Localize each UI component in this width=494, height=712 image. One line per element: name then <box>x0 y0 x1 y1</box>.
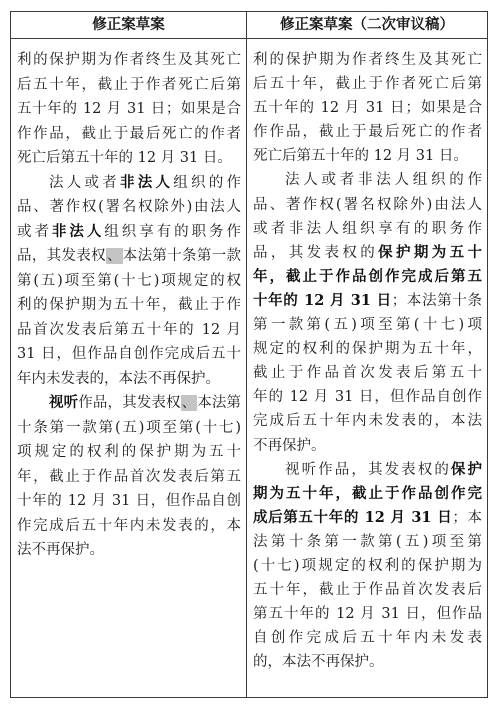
text-segment: 法人或者非法人组织的作 <box>285 172 482 189</box>
text-segment: 本法第 <box>197 395 241 411</box>
text-line <box>17 195 241 220</box>
text-segment: 组织享有的职务作 <box>104 223 241 240</box>
text-line <box>253 506 482 530</box>
paragraph-legal-person-works <box>17 171 241 392</box>
text-line <box>17 465 241 490</box>
text-line <box>253 482 482 506</box>
text-segment: 五十年的 12 月 31 日；如果是合 <box>17 101 241 117</box>
text-segment: 作完成后五十年内未发表的，本 <box>17 517 241 534</box>
text-segment: 品，其发表权 <box>17 248 106 264</box>
text-segment: ；本法第十条 <box>391 292 482 309</box>
text-segment: 法人或者 <box>49 174 120 191</box>
text-line <box>17 367 241 392</box>
text-segment: 完成后五十年内未发表的，本法 <box>253 413 482 430</box>
bold-amendment-text: 成后第五十年的 12 月 31 日 <box>253 508 453 526</box>
text-segment: 利的保护期为作者终生及其死亡 <box>17 52 241 68</box>
text-segment: 品，其发表权的 <box>253 244 379 261</box>
text-line <box>253 337 482 361</box>
text-line <box>253 530 482 554</box>
text-segment: 31 日，但作品自创作完成后五十 <box>17 346 241 362</box>
text-segment: 作作品，截止于最后死亡的作者 <box>253 124 482 141</box>
text-segment: ；本 <box>452 509 482 526</box>
paragraph-continued <box>17 48 241 171</box>
text-line <box>253 265 482 289</box>
text-line <box>17 269 241 294</box>
text-line <box>17 514 241 539</box>
column-header-draft: 修正案草案 <box>92 17 165 33</box>
bold-amendment-text: 年，截止于作品创作完成后第五 <box>253 267 482 285</box>
column-header-second-review-draft: 修正案草案（二次审议稿） <box>280 17 454 33</box>
text-line <box>17 97 241 122</box>
shaded-deletion-mark: 、 <box>106 248 122 264</box>
text-line <box>17 538 241 563</box>
text-line <box>253 650 482 674</box>
text-line <box>253 602 482 626</box>
text-segment: 第一款第(五)项至第(十七)项 <box>253 317 482 334</box>
text-line <box>253 48 482 72</box>
text-segment: 法不再保护。 <box>17 542 104 558</box>
text-line <box>253 578 482 602</box>
text-segment: 自创作完成后五十年内未发表 <box>253 630 482 647</box>
text-segment: 截止于作品首次发表后第五十 <box>253 365 482 382</box>
comparison-table <box>10 11 488 698</box>
text-segment: 品、著作权(署名权除外)由法人 <box>17 199 241 215</box>
text-segment: 视听作品，其发表权的 <box>285 461 451 478</box>
text-line <box>253 434 482 458</box>
text-segment: 利的保护期为作者终生及其死亡 <box>253 52 482 68</box>
text-segment: 年的 12 月 31 日，但作品自创作 <box>253 389 482 406</box>
text-segment: 死亡后第五十年的 12 月 31 日。 <box>17 150 232 166</box>
bold-amendment-text: 十年的 12 月 31 日 <box>253 291 392 309</box>
text-line <box>17 122 241 147</box>
bold-amendment-text: 保护期为五十 <box>378 243 482 261</box>
text-line <box>17 416 241 441</box>
text-line <box>253 361 482 385</box>
text-line <box>253 289 482 313</box>
bold-amendment-text: 非法人 <box>51 222 105 240</box>
text-line <box>17 73 241 98</box>
text-line <box>253 72 482 96</box>
text-line <box>17 171 241 196</box>
text-line <box>253 120 482 144</box>
text-segment: 本法第十条第一款 <box>122 248 241 264</box>
text-segment: 十条第一款第(五)项至第(十七) <box>17 419 241 436</box>
draft-column-text <box>11 39 246 563</box>
text-line <box>253 313 482 337</box>
text-segment: 利的保护期为五十年，截止于作 <box>17 297 241 313</box>
text-segment: 年，截止于作品首次发表后第五 <box>17 468 241 485</box>
text-line <box>17 48 241 73</box>
text-segment: 十年的 12 月 31 日，但作品自创 <box>17 493 241 509</box>
text-segment: 死亡后第五十年的 12 月 31 日。 <box>253 148 468 165</box>
text-segment: 第五十年的 12 月 31 日，但作品 <box>253 606 482 623</box>
text-segment: 的，本法不再保护。 <box>253 654 384 671</box>
text-segment: 或者非法人组织享有的职务作 <box>253 220 482 237</box>
text-segment: 项规定的权利的保护期为五十 <box>17 444 241 460</box>
text-segment: 五十年的 12 月 31 日；如果是合 <box>253 100 482 117</box>
text-segment: 第(五)项至第(十七)项规定的权 <box>17 272 241 289</box>
text-segment: (十七)项规定的权利的保护期为 <box>253 557 482 574</box>
text-line <box>17 220 241 245</box>
text-segment: 年内未发表的，本法不再保护。 <box>17 370 220 387</box>
text-segment: 作品，其发表权 <box>78 395 181 411</box>
text-line <box>253 626 482 650</box>
text-line <box>253 241 482 265</box>
text-segment: 后五十年，截止于作者死亡后第 <box>17 76 241 93</box>
text-line <box>17 391 241 416</box>
text-segment: 不再保护。 <box>253 437 326 454</box>
bold-amendment-text: 非法人 <box>120 173 174 191</box>
text-line <box>17 318 241 343</box>
text-segment: 法第十条第一款第(五)项至第 <box>253 533 482 550</box>
text-line <box>253 96 482 120</box>
table-header-row <box>11 12 487 39</box>
text-line <box>253 409 482 433</box>
bold-amendment-text: 期为五十年，截止于作品创作完 <box>253 484 482 502</box>
text-line <box>253 217 482 241</box>
paragraph-audiovisual-works <box>17 391 241 563</box>
text-segment: 品、著作权(署名权除外)由法人 <box>253 196 482 213</box>
text-segment: 或者 <box>17 223 52 240</box>
bold-amendment-text: 视听 <box>49 394 79 411</box>
text-line <box>17 440 241 465</box>
paragraph-legal-person-works <box>253 168 482 457</box>
text-segment: 组织的作 <box>173 174 241 191</box>
text-line <box>17 244 241 269</box>
text-line <box>253 385 482 409</box>
second-review-column-text <box>247 39 487 674</box>
text-line <box>253 554 482 578</box>
text-segment: 规定的权利的保护期为五十年， <box>253 341 482 358</box>
text-line <box>253 168 482 192</box>
bold-amendment-text: 保护 <box>450 460 482 478</box>
shaded-deletion-mark: 、 <box>181 395 197 411</box>
text-line <box>17 146 241 171</box>
text-line <box>253 193 482 217</box>
text-segment: 作作品，截止于最后死亡的作者 <box>17 125 241 142</box>
text-segment: 五十年，截止于作品首次发表后 <box>253 582 482 599</box>
text-segment: 品首次发表后第五十年的 12 月 <box>17 321 241 338</box>
text-line <box>17 293 241 318</box>
text-line <box>253 458 482 482</box>
text-line <box>17 489 241 514</box>
text-segment: 后五十年，截止于作者死亡后第 <box>253 76 482 93</box>
text-line <box>17 342 241 367</box>
paragraph-audiovisual-works <box>253 458 482 675</box>
text-line <box>253 144 482 168</box>
paragraph-continued <box>253 48 482 168</box>
